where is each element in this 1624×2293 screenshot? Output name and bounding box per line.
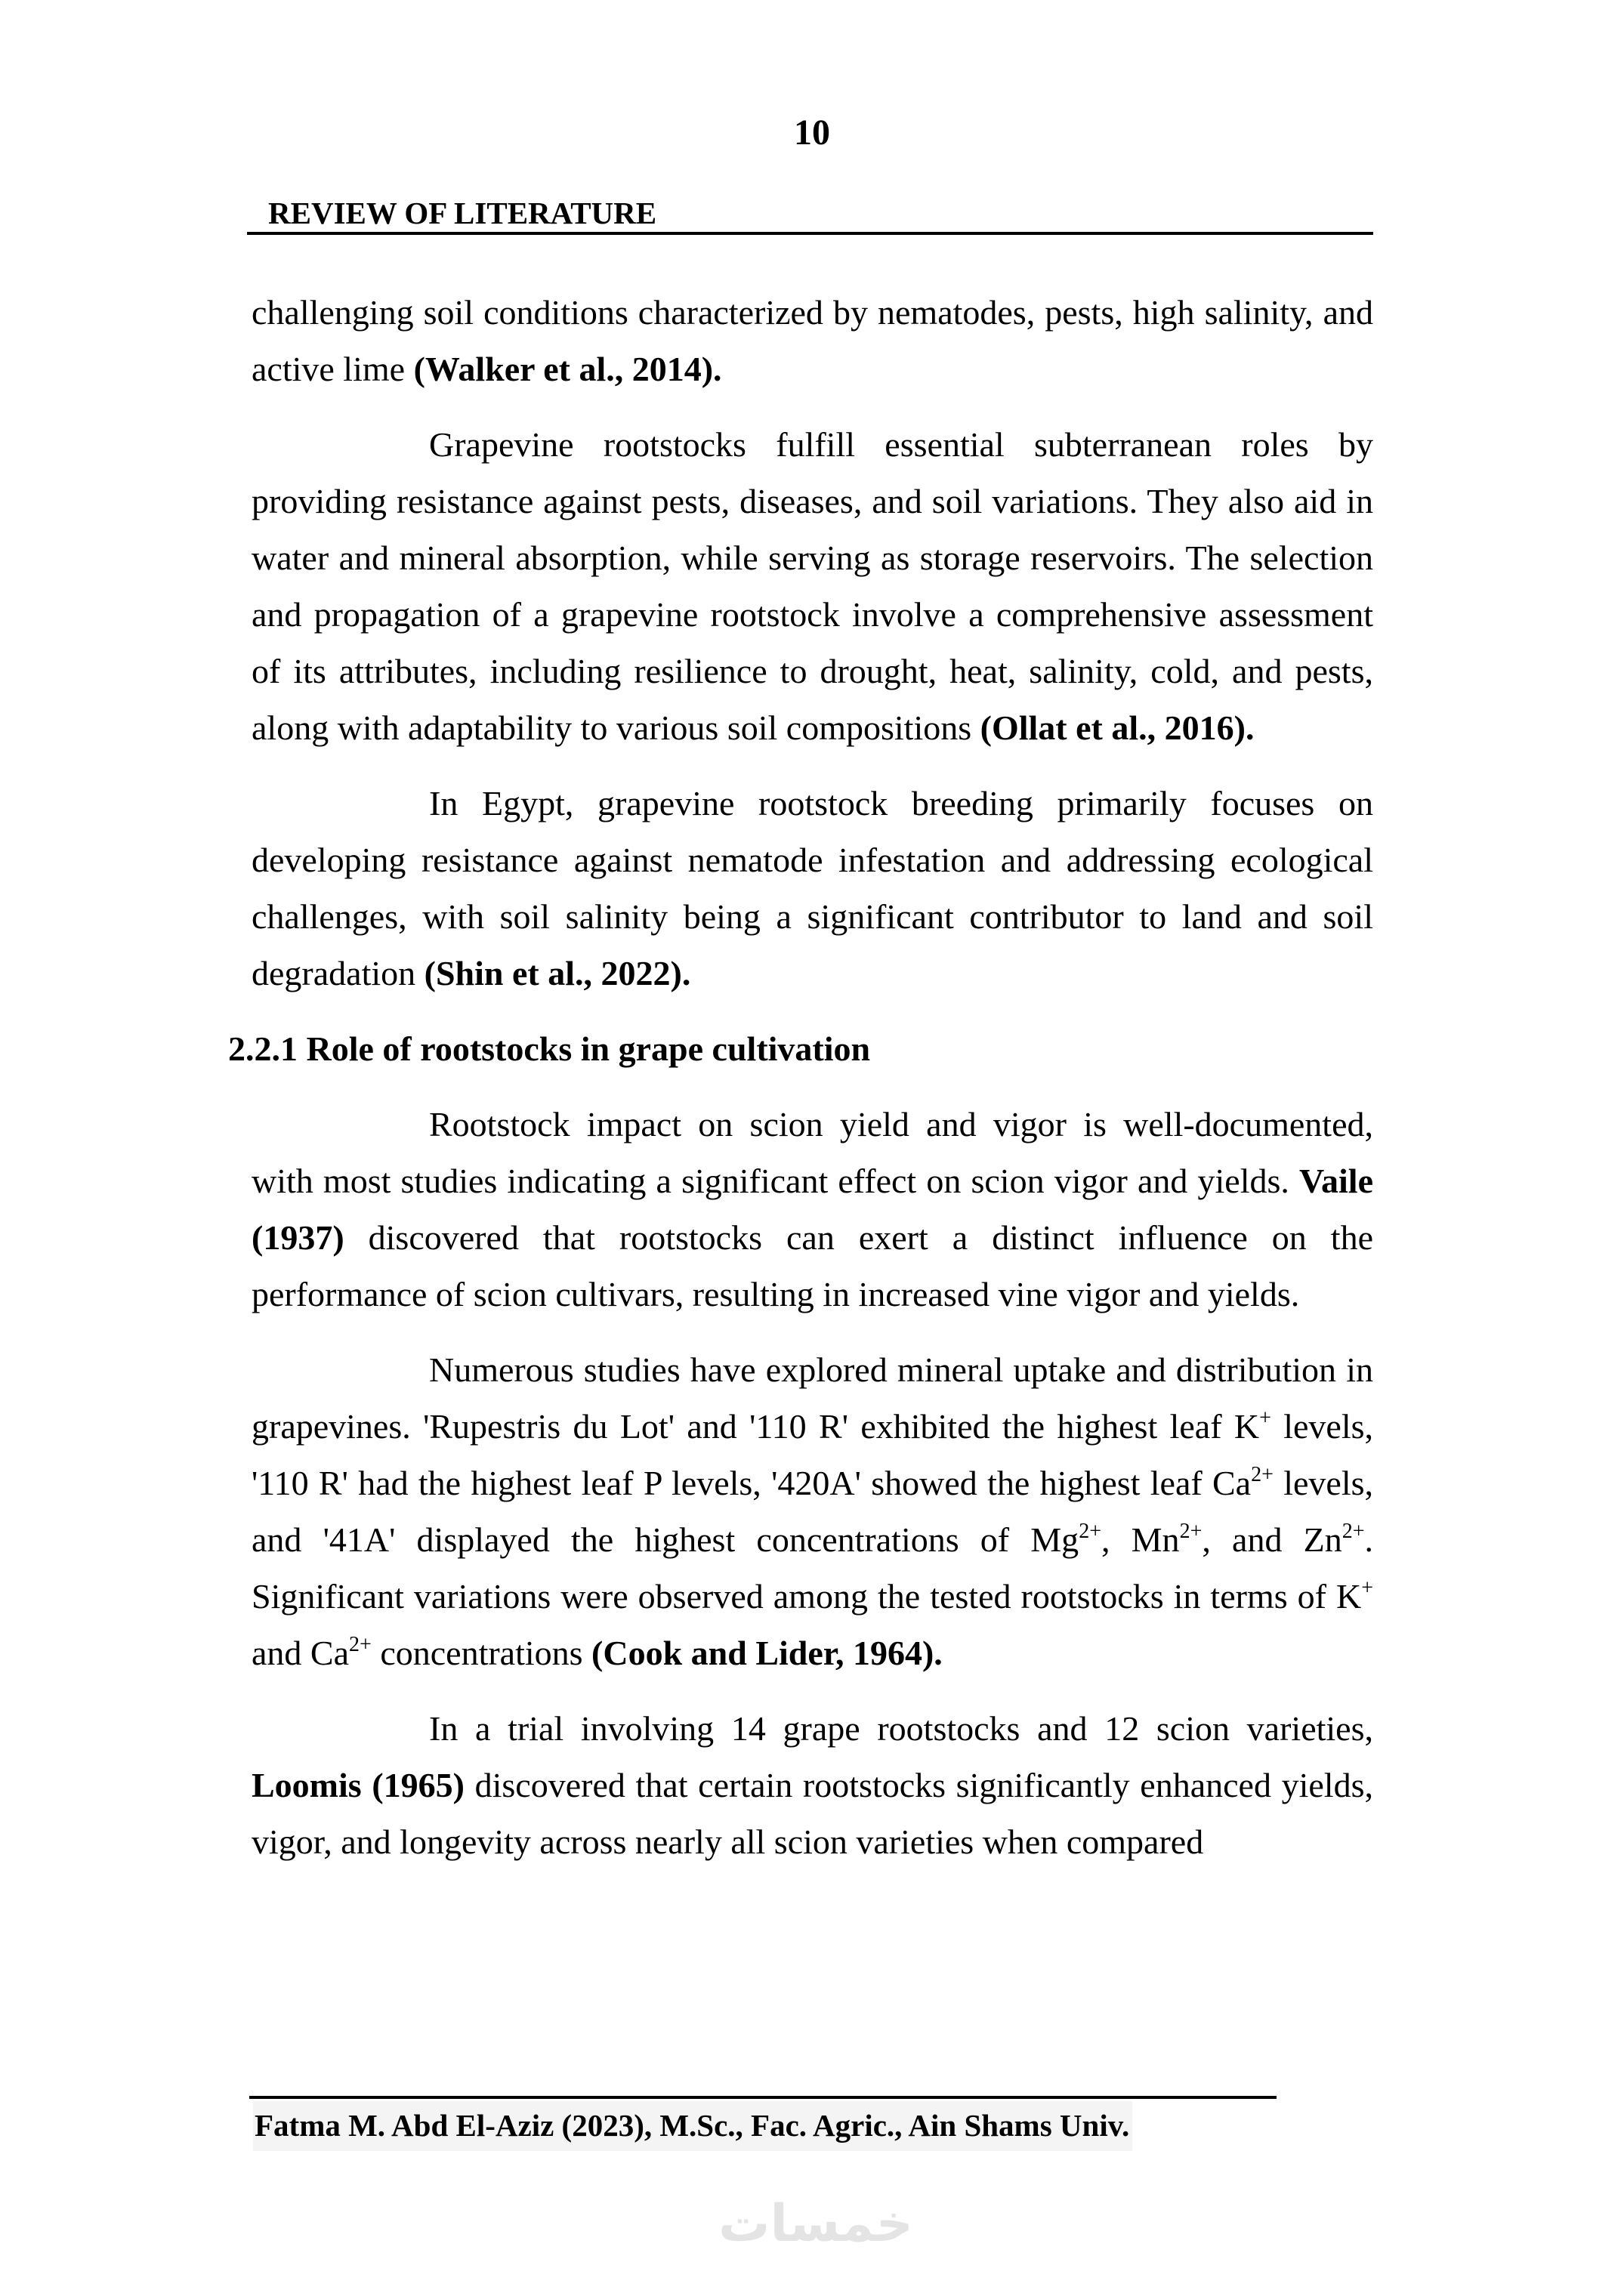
header-rule	[247, 232, 1373, 235]
citation: Loomis (1965)	[252, 1766, 465, 1804]
superscript-charge: 2+	[349, 1633, 372, 1656]
superscript-charge: +	[1259, 1406, 1271, 1430]
footer-rule	[249, 2096, 1277, 2099]
paragraph-3	[252, 775, 1373, 1001]
text-run: Numerous studies have explored mineral uptake and distribution in grapevines. 'Rupestris du Lot' and '110 R' exhibited the highest leaf K	[252, 1350, 1373, 1446]
text-run: and Ca	[252, 1634, 350, 1672]
paragraph-5	[252, 1341, 1373, 1681]
body-text	[228, 284, 1374, 1889]
text-run: levels, '110 R' had the highest leaf P levels, '420A' showed the highest leaf Ca	[252, 1407, 1374, 1502]
text-run: concentrations	[371, 1634, 592, 1672]
citation: Vaile (1937)	[252, 1162, 1373, 1257]
superscript-charge: +	[1361, 1576, 1373, 1600]
footer-citation: Fatma M. Abd El-Aziz (2023), M.Sc., Fac. Agric., Ain Shams Univ.	[253, 2101, 1132, 2151]
text-run: challenging soil conditions characterized by nematodes, pests, high salinity, and active lime	[252, 293, 1373, 388]
text-run: discovered that certain rootstocks significantly enhanced yields, vigor, and longevity across nearly all scion varieties when compared	[252, 1766, 1373, 1861]
superscript-charge: 2+	[1341, 1520, 1365, 1543]
citation: (Ollat et al., 2016).	[980, 708, 1255, 747]
paragraph-2	[252, 416, 1373, 756]
text-run: , and Zn	[1202, 1520, 1342, 1559]
paragraph-1	[252, 284, 1373, 397]
citation: (Walker et al., 2014).	[413, 350, 722, 388]
text-run: . Significant variations were observed among the tested rootstocks in terms of K	[252, 1520, 1373, 1616]
paragraph-6	[252, 1700, 1373, 1870]
watermark-logo: خمسات	[718, 2194, 913, 2254]
section-heading: 2.2.1 Role of rootstocks in grape cultivation	[228, 1029, 871, 1068]
text-run: Grapevine rootstocks fulfill essential subterranean roles by providing resistance against pests, diseases, and soil variations. They also aid in water and mineral absorption, while serving as storage reservoirs. The selection and propagation of a grapevine rootstock involve a comprehensive assessment of its attributes, including resilience to drought, heat, salinity, cold, and pests, along with adaptability to various soil compositions	[252, 425, 1373, 747]
text-run: discovered that rootstocks can exert a distinct influence on the performance of scion cultivars, resulting in increased vine vigor and yields.	[252, 1218, 1373, 1313]
superscript-charge: 2+	[1179, 1520, 1203, 1543]
superscript-charge: 2+	[1079, 1520, 1101, 1543]
citation: (Shin et al., 2022).	[424, 954, 691, 992]
citation: (Cook and Lider, 1964).	[591, 1634, 943, 1672]
text-run: , Mn	[1101, 1520, 1180, 1559]
text-run: levels, and '41A' displayed the highest concentrations of Mg	[252, 1464, 1374, 1559]
text-run: In Egypt, grapevine rootstock breeding primarily focuses on developing resistance against nematode infestation and addressing ecological challenges, with soil salinity being a significant contributor to land and soil degradation	[252, 784, 1373, 992]
superscript-charge: 2+	[1251, 1463, 1274, 1486]
text-run: Rootstock impact on scion yield and vigor is well-documented, with most studies indicating a significant effect on scion vigor and yields.	[252, 1105, 1373, 1200]
page-number: 10	[794, 113, 830, 153]
text-run: In a trial involving 14 grape rootstocks and 12 scion varieties,	[429, 1709, 1373, 1748]
paragraph-4	[252, 1096, 1373, 1322]
running-head: REVIEW OF LITERATURE	[268, 196, 657, 230]
